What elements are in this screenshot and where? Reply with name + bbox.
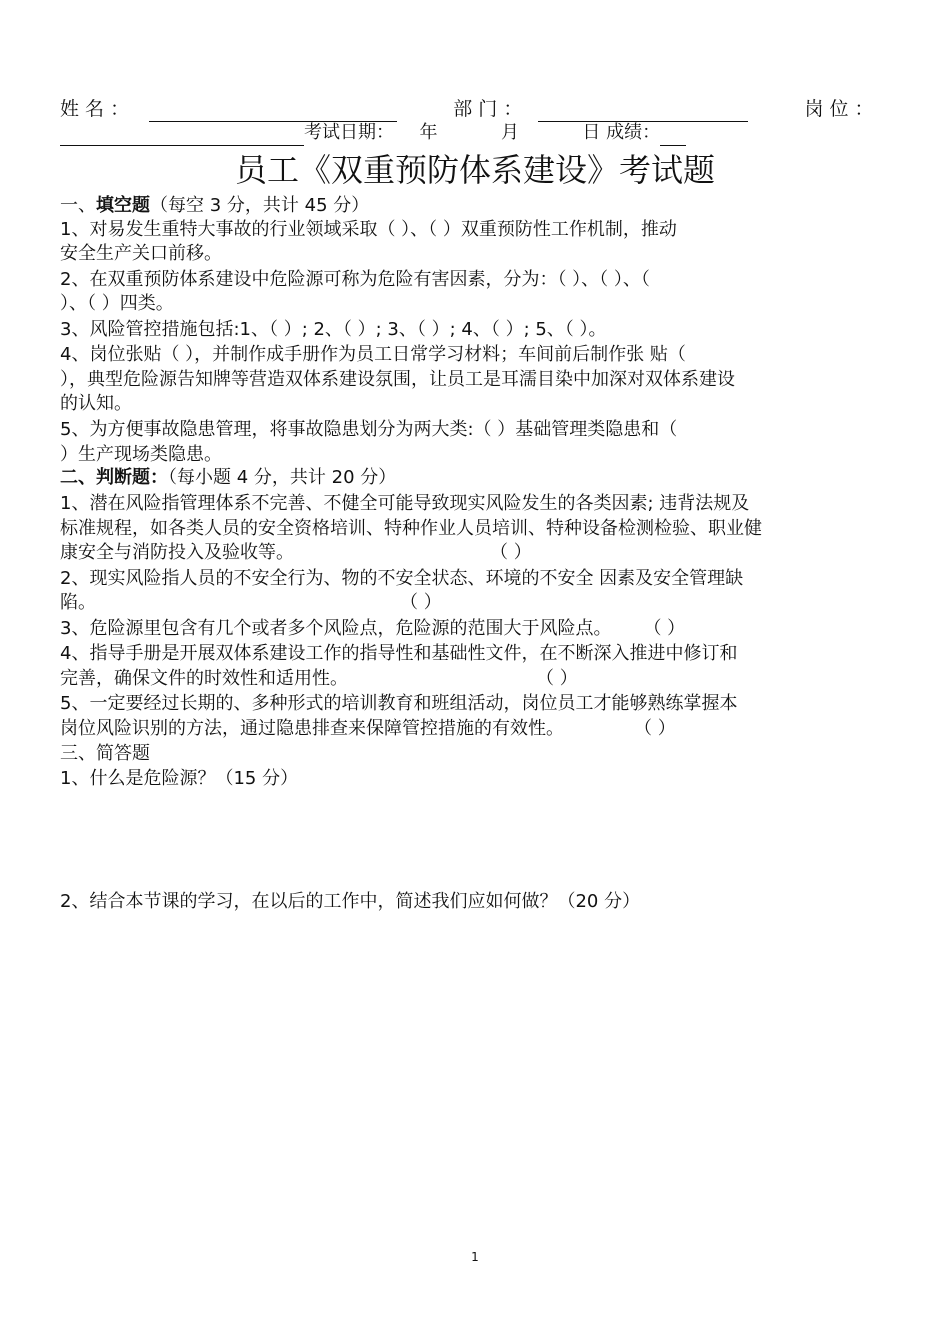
- question-1-2-line-2: ）、（ ）四类。: [60, 293, 174, 314]
- answer-bracket[interactable]: （ ）: [634, 718, 676, 739]
- answer-bracket[interactable]: （ ）: [490, 542, 532, 563]
- name-field[interactable]: [149, 101, 397, 122]
- month-label: 月: [500, 122, 519, 143]
- exam-date-label: 考试日期：: [304, 122, 394, 143]
- page-number: 1: [471, 1250, 479, 1264]
- section-3-heading: 三、简答题: [60, 743, 150, 764]
- answer-bracket[interactable]: （ ）: [643, 618, 686, 639]
- question-1-5-line-2: ）生产现场类隐患。: [60, 444, 222, 465]
- question-2-3-line-1: 3、危险源里包含有几个或者多个风险点，危险源的范围大于风险点。 （ ）: [60, 618, 686, 639]
- question-2-1-line-3: 康安全与消防投入及验收等。 （ ）: [60, 542, 532, 563]
- question-2-2-line-2: 陷。 （ ）: [60, 592, 442, 613]
- page-title: 员工《双重预防体系建设》考试题: [234, 151, 715, 189]
- section-2-heading: 二、判断题：（每小题 4 分，共计 20 分）: [60, 467, 397, 488]
- question-1-3-line-1: 3、风险管控措施包括:1、（ ）; 2、（ ）; 3、（ ）; 4、（ ）; 5、（ ）。: [60, 319, 607, 340]
- question-3-1: 1、什么是危险源？（15 分）: [60, 768, 299, 789]
- question-2-2-line-1: 2、现实风险指人员的不安全行为、物的不安全状态、环境的不安全 因素及安全管理缺: [60, 568, 744, 589]
- header-row-1: [60, 96, 900, 122]
- question-2-4-line-2: 完善，确保文件的时效性和适用性。 （ ）: [60, 668, 578, 689]
- question-1-5-line-1: 5、为方便事故隐患管理，将事故隐患划分为两大类:（ ）基础管理类隐患和（: [60, 419, 678, 440]
- question-1-1-line-2: 安全生产关口前移。: [60, 243, 222, 264]
- question-1-4-line-2: ），典型危险源告知牌等营造双体系建设氛围，让员工是耳濡目染中加深对双体系建设: [60, 369, 735, 390]
- question-2-5-line-1: 5、一定要经过长期的、多种形式的培训教育和班组活动，岗位员工才能够熟练掌握本: [60, 693, 738, 714]
- question-2-1-line-2: 标准规程，如各类人员的安全资格培训、特种作业人员培训、特种设备检测检验、职业健: [60, 518, 762, 539]
- answer-bracket[interactable]: （ ）: [400, 592, 442, 613]
- answer-bracket[interactable]: （ ）: [536, 668, 578, 689]
- day-score-label: 日 成绩：: [582, 122, 661, 143]
- name-label: 姓 名 ：: [60, 98, 130, 120]
- score-field[interactable]: [660, 125, 686, 146]
- question-2-4-line-1: 4、指导手册是开展双体系建设工作的指导性和基础性文件，在不断深入推进中修订和: [60, 643, 738, 664]
- question-1-2-line-1: 2、在双重预防体系建设中危险源可称为危险有害因素，分为：（ ）、（ ）、（: [60, 269, 650, 290]
- question-2-1-line-1: 1、潜在风险指管理体系不完善、不健全可能导致现实风险发生的各类因素; 违背法规及: [60, 493, 750, 514]
- question-3-2: 2、结合本节课的学习，在以后的工作中，简述我们应如何做？（20 分）: [60, 891, 641, 912]
- question-2-5-line-2: 岗位风险识别的方法，通过隐患排查来保障管控措施的有效性。 （ ）: [60, 718, 676, 739]
- question-1-4-line-1: 4、岗位张贴（ ），并制作成手册作为员工日常学习材料；车间前后制作张 贴（: [60, 344, 686, 365]
- dept-label: 部 门 ：: [453, 98, 523, 120]
- section-1-heading: 一、填空题（每空 3 分，共计 45 分）: [60, 195, 370, 216]
- year-label: 年: [419, 122, 438, 143]
- question-1-4-line-3: 的认知。: [60, 393, 132, 414]
- question-1-1-line-1: 1、对易发生重特大事故的行业领域采取（ ）、（ ）双重预防性工作机制，推动: [60, 219, 677, 240]
- post-label: 岗 位 ：: [804, 98, 874, 120]
- header-row-2: [60, 120, 900, 146]
- post-field[interactable]: [60, 125, 304, 146]
- dept-field[interactable]: [538, 101, 748, 122]
